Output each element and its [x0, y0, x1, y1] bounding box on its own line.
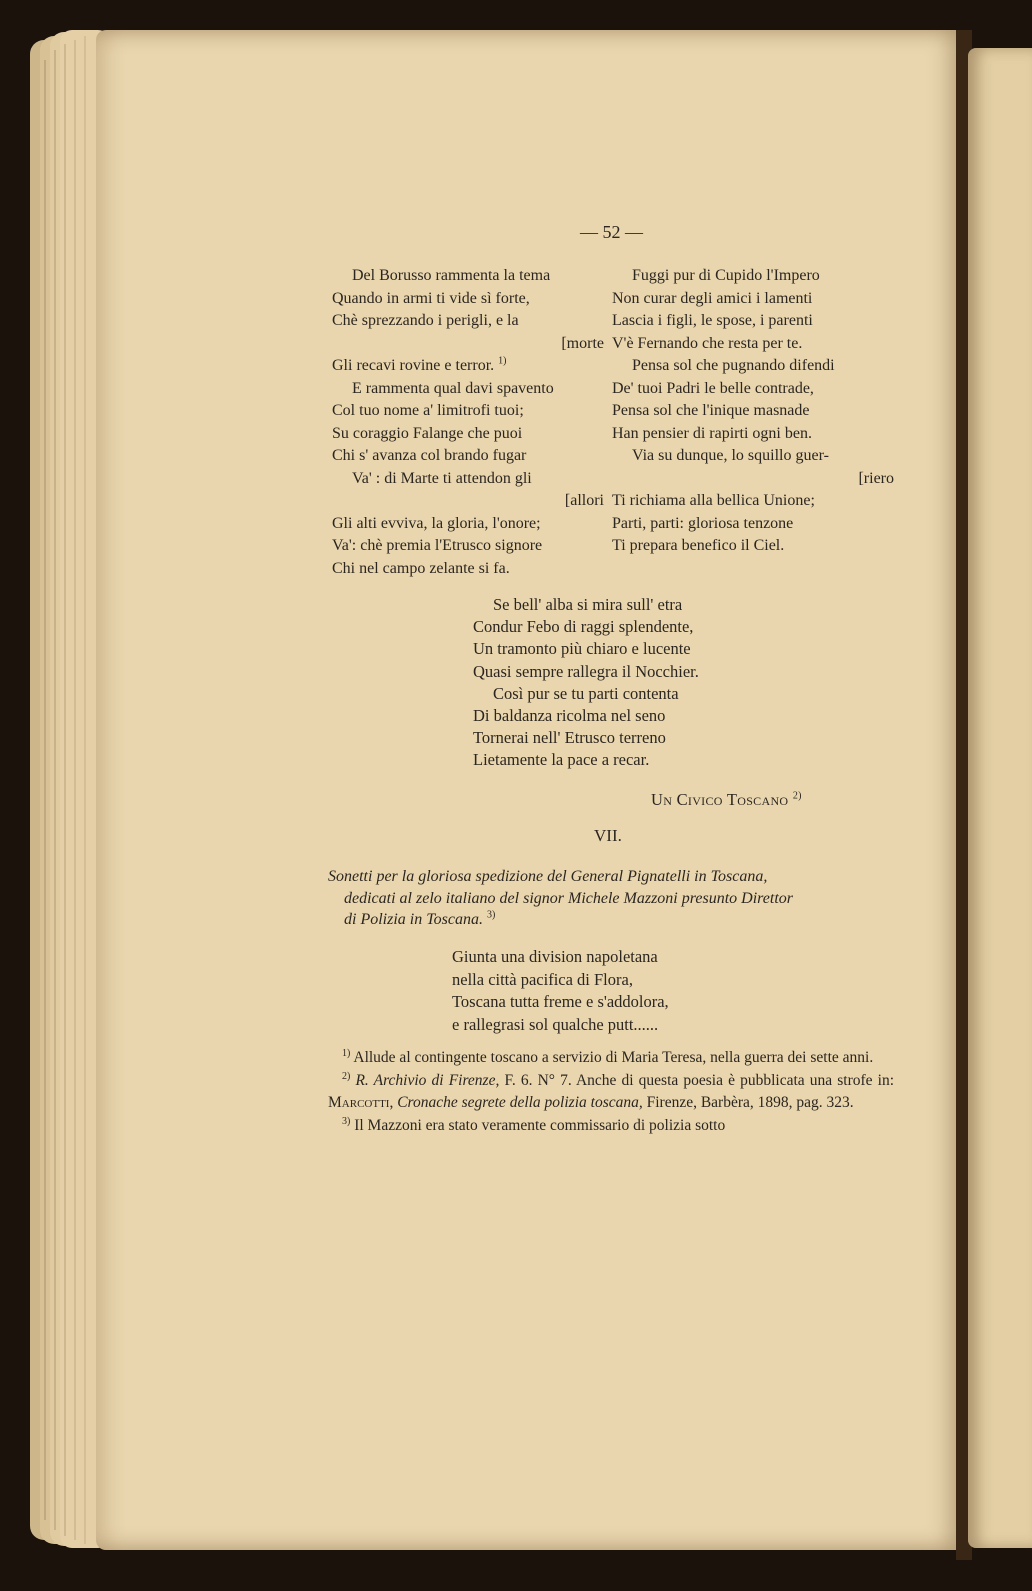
poem-line: Quando in armi ti vide sì forte,: [332, 289, 530, 307]
poem-line: De' tuoi Padri le belle contrade,: [612, 379, 814, 397]
poem-line: Ti richiama alla bellica Unione;: [612, 492, 815, 509]
poem-line: Di baldanza ricolma nel seno: [473, 706, 666, 726]
poem-line: Del Borusso rammenta la tema: [352, 267, 551, 284]
footnote-1: $^{1)}$ Allude al contingente toscano a servizio di Maria Teresa, nella guerra dei sette anni.: [342, 1047, 874, 1066]
poem-line: Quasi sempre rallegra il Nocchier.: [473, 661, 699, 681]
poem-line-turnover: [allori: [564, 492, 604, 509]
poem-line: V'è Fernando che resta per te.: [612, 334, 803, 352]
poem-line: Va' : di Marte ti attendon gli: [352, 469, 532, 487]
poem-line: Gli alti evviva, la gloria, l'onore;: [332, 514, 541, 532]
footnote-mark: 2): [792, 790, 802, 802]
poem-line: Chè sprezzando i perigli, e la: [332, 312, 519, 329]
poem-line: Han pensier di rapirti ogni ben.: [612, 424, 812, 442]
poem-line: Chi s' avanza col brando fugar: [332, 447, 527, 464]
poem-line: Fuggi pur di Cupido l'Impero: [632, 267, 820, 284]
poem-right-column: [612, 265, 902, 558]
page-paper: [96, 30, 964, 1550]
poem-line: Ti prepara benefico il Ciel.: [612, 537, 785, 554]
poem-line-turnover: [morte: [561, 334, 604, 352]
sonnet-line: Toscana tutta freme e s'addolora,: [452, 992, 669, 1011]
sonnet-quatrain: [452, 946, 669, 1036]
footnotes: [328, 1047, 894, 1138]
footnote-2: $^{2)}$ R. Archivio di Firenze, F. 6. N° 7. Anche di questa poesia è pubblicata una strofe in: Marcotti, Cronache segrete della polizia toscana, Firenze, Barbèra, 1898, pag. 323.: [328, 1071, 894, 1111]
poem-line: Tornerai nell' Etrusco terreno: [473, 728, 666, 748]
poem-signature: Un Civico Toscano $^{2)}$: [651, 790, 802, 809]
section-number: VII.: [594, 826, 622, 845]
poem-line: Su coraggio Falange che puoi: [332, 424, 523, 442]
footnote-3: $^{3)}$ Il Mazzoni era stato veramente commissario di polizia sotto: [342, 1115, 726, 1134]
poem-line: Gli recavi rovine e terror. $^{1)}$: [332, 355, 507, 374]
poem-line: Chi nel campo zelante si fa.: [332, 559, 510, 577]
poem-line: E rammenta qual davi spavento: [352, 379, 554, 397]
section-title: [328, 866, 893, 931]
facing-page-edge: [968, 48, 1032, 1548]
poem-left-column: [332, 265, 604, 580]
poem-line: Se bell' alba si mira sull' etra: [493, 595, 683, 614]
poem-line: Parti, parti: gloriosa tenzone: [612, 514, 794, 532]
poem-line: Non curar degli amici i lamenti: [612, 289, 813, 307]
sonnet-line: nella città pacifica di Flora,: [452, 969, 633, 989]
section-title-line: Sonetti per la gloriosa spedizione del General Pignatelli in Toscana,: [328, 868, 768, 885]
page-number: — 52 —: [580, 222, 643, 242]
sonnet-line: e rallegrasi sol qualche putt......: [452, 1014, 659, 1034]
poem-line: Pensa sol che pugnando difendi: [632, 357, 835, 374]
poem-line: Col tuo nome a' limitrofi tuoi;: [332, 402, 524, 419]
poem-line: Lascia i figli, le spose, i parenti: [612, 312, 813, 329]
sonnet-line: Giunta una division napoletana: [452, 947, 658, 966]
poem-line: Condur Febo di raggi splendente,: [473, 617, 694, 637]
poem-final-stanza: [473, 594, 699, 772]
poem-line: Così pur se tu parti contenta: [493, 683, 679, 703]
footnote-mark: 1): [498, 355, 507, 367]
poem-line: Pensa sol che l'inique masnade: [612, 402, 810, 419]
footnote-mark: 3): [486, 909, 496, 921]
poem-line: Un tramonto più chiaro e lucente: [473, 639, 691, 659]
poem-line: Via su dunque, lo squillo guer-: [632, 447, 829, 464]
poem-line: Lietamente la pace a recar.: [473, 750, 650, 770]
poem-line: Va': chè premia l'Etrusco signore: [332, 537, 543, 554]
section-title-line: di Polizia in Toscana. $^{3)}$: [344, 909, 496, 928]
poem-line-turnover: [riero: [858, 469, 894, 487]
section-title-line: dedicati al zelo italiano del signor Michele Mazzoni presunto Direttor: [344, 889, 793, 907]
